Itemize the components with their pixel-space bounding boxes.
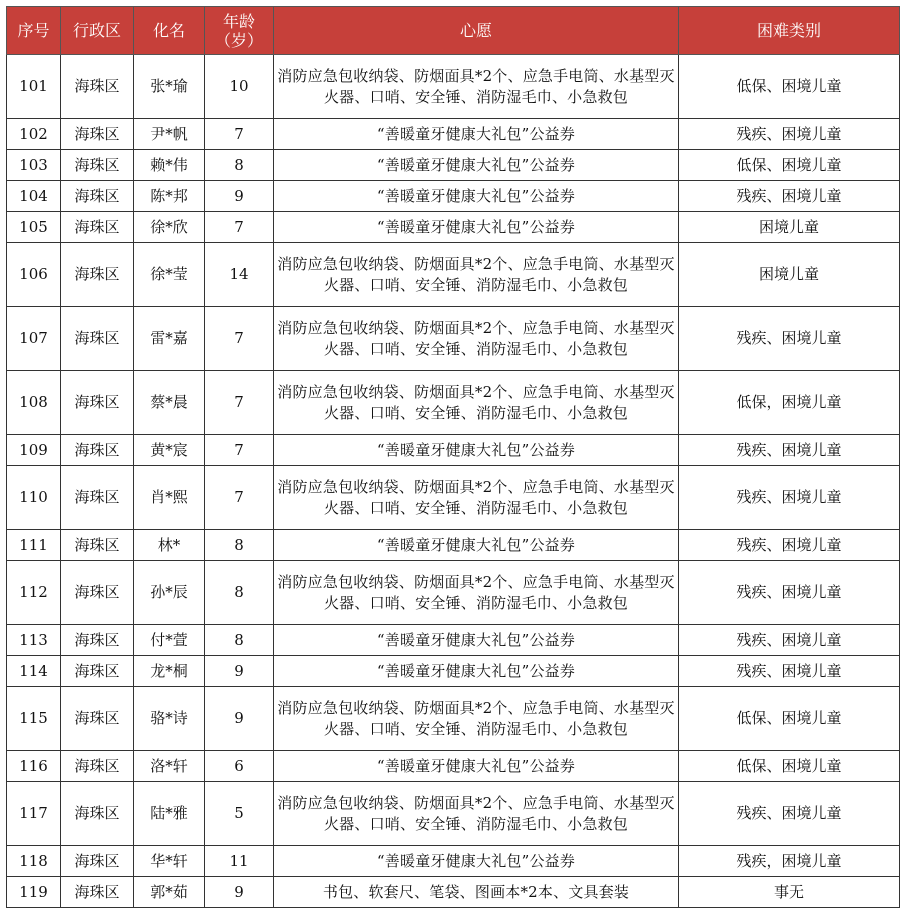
cell-id: 106 (7, 243, 61, 307)
cell-age: 7 (205, 466, 274, 530)
cell-name: 骆*诗 (134, 687, 205, 751)
cell-district: 海珠区 (61, 181, 134, 212)
cell-id: 114 (7, 656, 61, 687)
cell-id: 119 (7, 877, 61, 908)
cell-name: 黄*宸 (134, 435, 205, 466)
cell-id: 110 (7, 466, 61, 530)
cell-age: 7 (205, 435, 274, 466)
cell-category: 低保、困境儿童 (679, 687, 900, 751)
cell-category: 残疾、困境儿童 (679, 625, 900, 656)
header-name: 化名 (134, 7, 205, 55)
cell-age: 7 (205, 371, 274, 435)
header-district: 行政区 (61, 7, 134, 55)
cell-id: 117 (7, 782, 61, 846)
cell-wish: 消防应急包收纳袋、防烟面具*2个、应急手电筒、水基型灭火器、口哨、安全锤、消防湿毛巾、小急救包 (274, 55, 679, 119)
cell-name: 徐*莹 (134, 243, 205, 307)
cell-wish: 消防应急包收纳袋、防烟面具*2个、应急手电筒、水基型灭火器、口哨、安全锤、消防湿毛巾、小急救包 (274, 243, 679, 307)
cell-district: 海珠区 (61, 466, 134, 530)
cell-category: 事无 (679, 877, 900, 908)
cell-name: 雷*嘉 (134, 307, 205, 371)
cell-name: 陈*邦 (134, 181, 205, 212)
cell-wish: “善暖童牙健康大礼包”公益券 (274, 656, 679, 687)
cell-category: 残疾、困境儿童 (679, 561, 900, 625)
cell-id: 107 (7, 307, 61, 371)
cell-wish: 消防应急包收纳袋、防烟面具*2个、应急手电筒、水基型灭火器、口哨、安全锤、消防湿毛巾、小急救包 (274, 371, 679, 435)
table-row (7, 782, 900, 846)
cell-wish: 消防应急包收纳袋、防烟面具*2个、应急手电筒、水基型灭火器、口哨、安全锤、消防湿毛巾、小急救包 (274, 307, 679, 371)
cell-district: 海珠区 (61, 307, 134, 371)
cell-category: 残疾、困境儿童 (679, 119, 900, 150)
cell-age: 7 (205, 212, 274, 243)
cell-wish: “善暖童牙健康大礼包”公益券 (274, 150, 679, 181)
cell-age: 8 (205, 561, 274, 625)
cell-id: 101 (7, 55, 61, 119)
cell-category: 低保、困境儿童 (679, 751, 900, 782)
cell-id: 102 (7, 119, 61, 150)
cell-name: 华*轩 (134, 846, 205, 877)
cell-age: 7 (205, 119, 274, 150)
cell-name: 尹*帆 (134, 119, 205, 150)
cell-district: 海珠区 (61, 150, 134, 181)
table-row (7, 687, 900, 751)
cell-category: 低保、困境儿童 (679, 150, 900, 181)
table-row (7, 181, 900, 212)
cell-district: 海珠区 (61, 846, 134, 877)
table-row (7, 307, 900, 371)
header-wish: 心愿 (274, 7, 679, 55)
table-row (7, 877, 900, 908)
cell-age: 6 (205, 751, 274, 782)
cell-name: 林* (134, 530, 205, 561)
table-row (7, 435, 900, 466)
cell-id: 113 (7, 625, 61, 656)
header-category: 困难类别 (679, 7, 900, 55)
cell-name: 付*萱 (134, 625, 205, 656)
cell-district: 海珠区 (61, 55, 134, 119)
cell-name: 郭*茹 (134, 877, 205, 908)
cell-age: 9 (205, 181, 274, 212)
cell-district: 海珠区 (61, 782, 134, 846)
table-row (7, 371, 900, 435)
cell-age: 10 (205, 55, 274, 119)
cell-category: 残疾、困境儿童 (679, 181, 900, 212)
cell-category: 困境儿童 (679, 212, 900, 243)
table-row (7, 212, 900, 243)
cell-id: 116 (7, 751, 61, 782)
cell-district: 海珠区 (61, 212, 134, 243)
cell-district: 海珠区 (61, 625, 134, 656)
cell-age: 9 (205, 877, 274, 908)
cell-wish: “善暖童牙健康大礼包”公益券 (274, 435, 679, 466)
cell-wish: 书包、软套尺、笔袋、图画本*2本、文具套装 (274, 877, 679, 908)
cell-wish: 消防应急包收纳袋、防烟面具*2个、应急手电筒、水基型灭火器、口哨、安全锤、消防湿毛巾、小急救包 (274, 782, 679, 846)
cell-age: 9 (205, 687, 274, 751)
cell-id: 118 (7, 846, 61, 877)
cell-id: 111 (7, 530, 61, 561)
cell-name: 张*瑜 (134, 55, 205, 119)
cell-wish: “善暖童牙健康大礼包”公益券 (274, 181, 679, 212)
table-row (7, 846, 900, 877)
cell-district: 海珠区 (61, 435, 134, 466)
cell-district: 海珠区 (61, 371, 134, 435)
cell-category: 残疾、困境儿童 (679, 435, 900, 466)
cell-id: 103 (7, 150, 61, 181)
table-body (7, 55, 900, 908)
cell-age: 14 (205, 243, 274, 307)
cell-wish: “善暖童牙健康大礼包”公益券 (274, 119, 679, 150)
cell-id: 112 (7, 561, 61, 625)
cell-district: 海珠区 (61, 687, 134, 751)
cell-age: 11 (205, 846, 274, 877)
cell-name: 洛*轩 (134, 751, 205, 782)
cell-wish: “善暖童牙健康大礼包”公益券 (274, 751, 679, 782)
cell-age: 5 (205, 782, 274, 846)
cell-category: 残疾、困境儿童 (679, 530, 900, 561)
cell-name: 龙*桐 (134, 656, 205, 687)
header-id: 序号 (7, 7, 61, 55)
wish-list-table (6, 6, 900, 908)
cell-id: 109 (7, 435, 61, 466)
cell-id: 104 (7, 181, 61, 212)
cell-wish: 消防应急包收纳袋、防烟面具*2个、应急手电筒、水基型灭火器、口哨、安全锤、消防湿毛巾、小急救包 (274, 687, 679, 751)
cell-wish: “善暖童牙健康大礼包”公益券 (274, 625, 679, 656)
cell-name: 徐*欣 (134, 212, 205, 243)
table-row (7, 656, 900, 687)
cell-category: 困境儿童 (679, 243, 900, 307)
table-row (7, 119, 900, 150)
cell-district: 海珠区 (61, 119, 134, 150)
cell-name: 赖*伟 (134, 150, 205, 181)
cell-wish: “善暖童牙健康大礼包”公益券 (274, 530, 679, 561)
cell-name: 陆*雅 (134, 782, 205, 846)
cell-name: 肖*熙 (134, 466, 205, 530)
cell-category: 低保，困境儿童 (679, 371, 900, 435)
table-row (7, 625, 900, 656)
cell-age: 8 (205, 625, 274, 656)
cell-district: 海珠区 (61, 656, 134, 687)
cell-wish: “善暖童牙健康大礼包”公益券 (274, 212, 679, 243)
cell-category: 低保、困境儿童 (679, 55, 900, 119)
cell-wish: 消防应急包收纳袋、防烟面具*2个、应急手电筒、水基型灭火器、口哨、安全锤、消防湿毛巾、小急救包 (274, 561, 679, 625)
cell-category: 残疾、困境儿童 (679, 307, 900, 371)
cell-category: 残疾、困境儿童 (679, 466, 900, 530)
cell-age: 8 (205, 530, 274, 561)
cell-district: 海珠区 (61, 530, 134, 561)
cell-category: 残疾、困境儿童 (679, 656, 900, 687)
header-age: 年龄 （岁） (205, 7, 274, 55)
cell-district: 海珠区 (61, 243, 134, 307)
table-row (7, 55, 900, 119)
table-row (7, 561, 900, 625)
cell-category: 残疾、困境儿童 (679, 782, 900, 846)
cell-district: 海珠区 (61, 877, 134, 908)
cell-wish: 消防应急包收纳袋、防烟面具*2个、应急手电筒、水基型灭火器、口哨、安全锤、消防湿毛巾、小急救包 (274, 466, 679, 530)
cell-name: 蔡*晨 (134, 371, 205, 435)
cell-name: 孙*辰 (134, 561, 205, 625)
table-row (7, 530, 900, 561)
cell-age: 9 (205, 656, 274, 687)
table-row (7, 150, 900, 181)
cell-id: 108 (7, 371, 61, 435)
table-header-row (7, 7, 900, 55)
cell-age: 7 (205, 307, 274, 371)
cell-wish: “善暖童牙健康大礼包”公益券 (274, 846, 679, 877)
table-row (7, 466, 900, 530)
cell-age: 8 (205, 150, 274, 181)
cell-id: 115 (7, 687, 61, 751)
table-row (7, 751, 900, 782)
cell-district: 海珠区 (61, 751, 134, 782)
cell-district: 海珠区 (61, 561, 134, 625)
cell-id: 105 (7, 212, 61, 243)
cell-category: 残疾，困境儿童 (679, 846, 900, 877)
table-row (7, 243, 900, 307)
